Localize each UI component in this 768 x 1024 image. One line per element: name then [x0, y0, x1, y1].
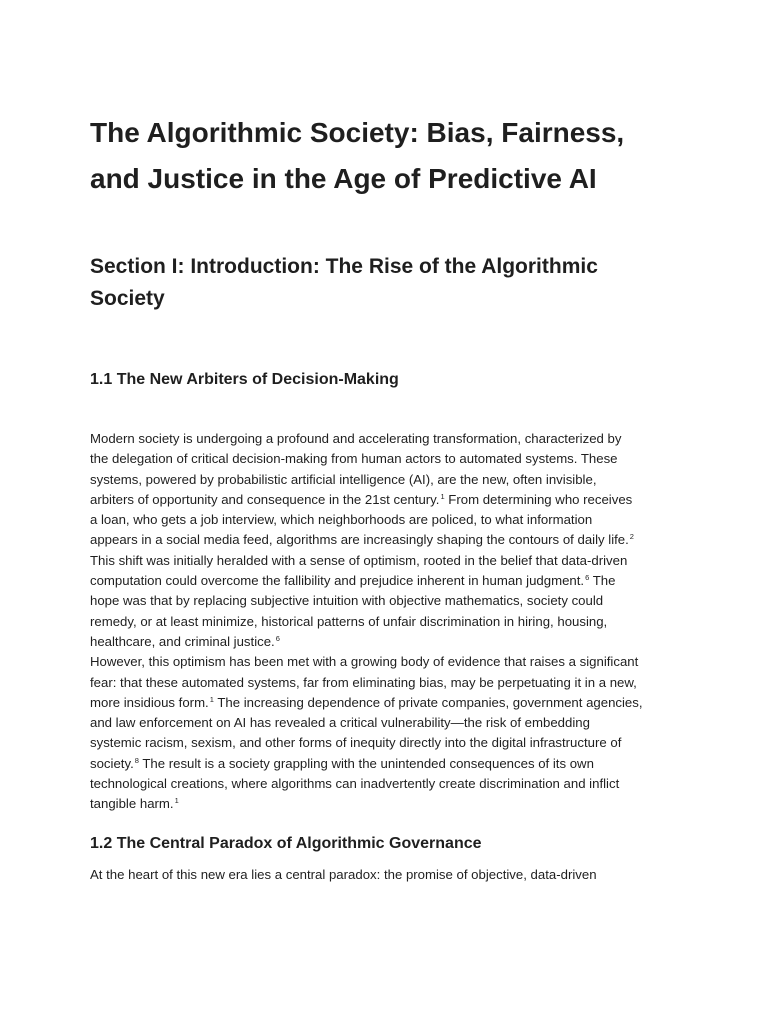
text-line: However, this optimism has been met with a growing body of evidence that raises a significant [90, 654, 639, 670]
text-line: systems, powered by probabilistic artificial intelligence (AI), are the new, often invisible, [90, 471, 597, 487]
text-line: appears in a social media feed, algorithms are increasingly shaping the contours of daily life.$^2$ [90, 532, 634, 548]
section-title-line: Section I: Introduction: The Rise of the Algorithmic [90, 255, 598, 278]
text-line: healthcare, and criminal justice.$^6$ [90, 633, 280, 649]
text-line: This shift was initially heralded with a sense of optimism, rooted in the belief that data-driven [90, 552, 628, 568]
text-line: a loan, who gets a job interview, which neighborhoods are policed, to what information [90, 512, 593, 528]
footnote-ref[interactable]: 6 [585, 573, 590, 583]
text-line: technological creations, where algorithms can inadvertently create discrimination and inflict [90, 776, 620, 792]
footnote-ref[interactable]: 1 [440, 491, 445, 501]
text-line: the delegation of critical decision-making from human actors to automated systems. These [90, 451, 618, 467]
section-title-line: Society [90, 287, 165, 310]
text-line: arbiters of opportunity and consequence in the 21st century.$^1$ From determining who receives [90, 491, 633, 507]
body-paragraph [90, 865, 682, 885]
title-line: The Algorithmic Society: Bias, Fairness, [90, 117, 625, 148]
text-line: fear: that these automated systems, far from eliminating bias, may be perpetuating it in a new, [90, 674, 637, 690]
title-line: and Justice in the Age of Predictive AI [90, 163, 597, 194]
text-line: systemic racism, sexism, and other forms of inequity directly into the digital infrastructure of [90, 735, 622, 751]
subsection-heading: 1.2 The Central Paradox of Algorithmic Governance [90, 835, 482, 852]
section-title [90, 251, 690, 315]
footnote-ref[interactable]: 1 [174, 796, 179, 806]
text-line: tangible harm.$^1$ [90, 796, 179, 812]
text-line: remedy, or at least minimize, historical patterns of unfair discrimination in hiring, housing, [90, 613, 608, 629]
text-line: hope was that by replacing subjective intuition with objective mathematics, society could [90, 593, 604, 609]
footnote-ref[interactable]: 8 [134, 755, 139, 765]
subsection-heading: 1.1 The New Arbiters of Decision-Making [90, 371, 399, 388]
footnote-ref[interactable]: 1 [209, 694, 214, 704]
footnote-ref[interactable]: 6 [275, 633, 280, 643]
text-line: computation could overcome the fallibility and prejudice inherent in human judgment.$^6$ The [90, 573, 616, 589]
text-line: and law enforcement on AI has revealed a critical vulnerability—the risk of embedding [90, 715, 590, 731]
body-paragraph [90, 429, 682, 815]
text-line: Modern society is undergoing a profound and accelerating transformation, characterized by [90, 431, 622, 446]
footnote-ref[interactable]: 2 [629, 532, 634, 542]
text-line: society.$^8$ The result is a society grappling with the unintended consequences of its own [90, 755, 594, 771]
document-title [90, 110, 690, 202]
text-line: more insidious form.$^1$ The increasing dependence of private companies, government agencies, [90, 694, 643, 710]
text-line: At the heart of this new era lies a central paradox: the promise of objective, data-driven [90, 867, 597, 882]
